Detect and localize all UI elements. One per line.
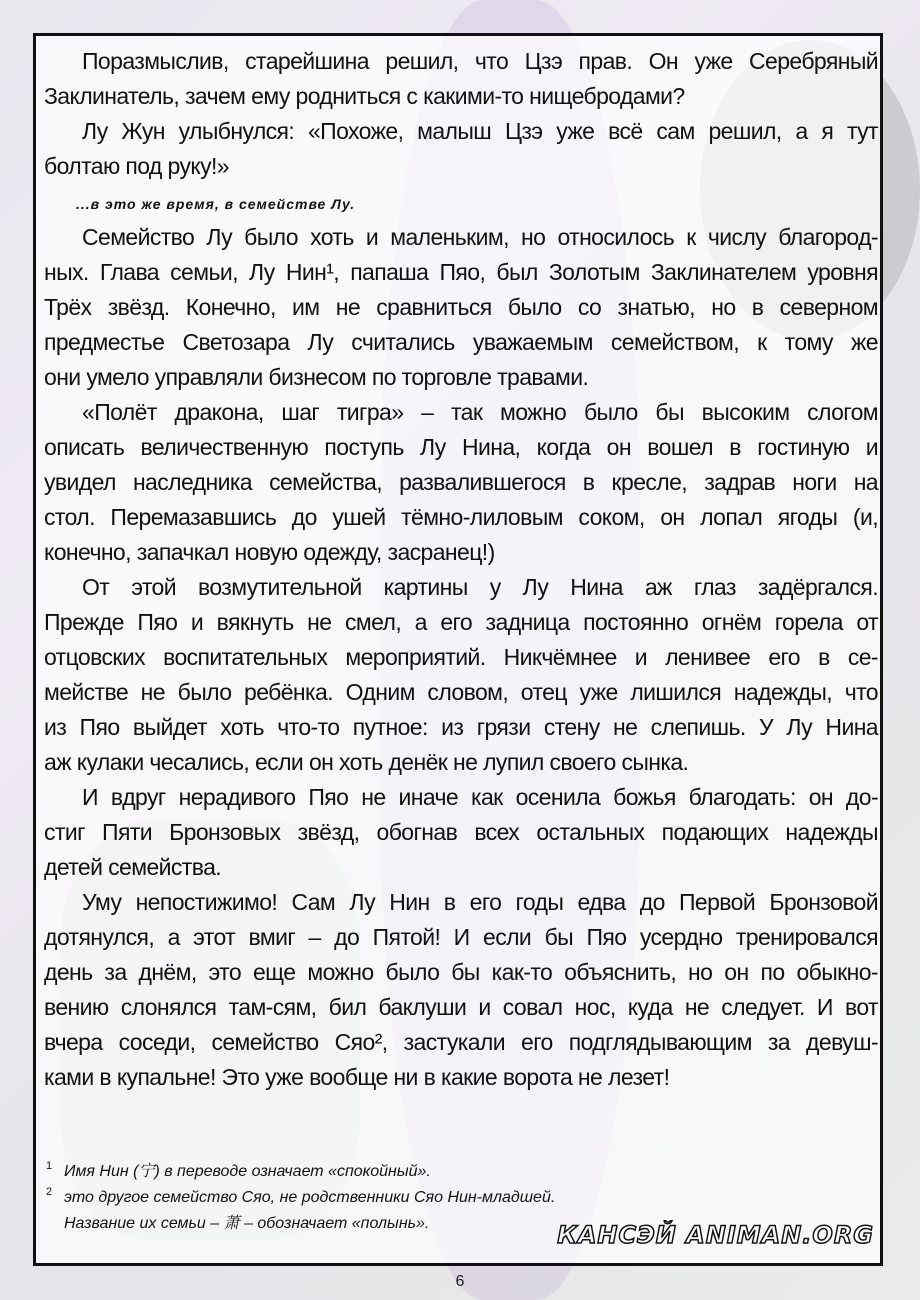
footnote-number <box>46 1205 56 1231</box>
text-line: От этой возмутительной картины у Лу Нина аж глаз задёргался. <box>82 574 878 600</box>
text-line: вению слонялся там-сям, бил баклуши и совал нос, куда не следует. И вот <box>44 994 878 1020</box>
footnote-text: Имя Нин (宁) в переводе означает «спокойный». <box>64 1163 431 1180</box>
page-number: 6 <box>455 1273 465 1290</box>
footnotes <box>46 1159 555 1237</box>
footnote <box>46 1211 555 1237</box>
text-line: конечно, запачкал новую одежду, засранец!) <box>44 539 495 565</box>
text-line: увидел наследника семейства, развалившегося в кресле, задрав ноги на <box>44 469 878 495</box>
text-line: И вдруг нерадивого Пяо не иначе как осенила божья благодать: он до- <box>82 784 878 810</box>
text-line: из Пяо выйдет хоть что-то путное: из грязи стену не слепишь. У Лу Нина <box>44 714 878 740</box>
text-line: Заклинатель, зачем ему родниться с какими-то нищебродами? <box>44 83 685 109</box>
text-line: Поразмыслив, старейшина решил, что Цзэ прав. Он уже Серебряный <box>82 48 878 74</box>
text-line: стиг Пяти Бронзовых звёзд, обогнав всех остальных подающих надежды <box>44 819 878 845</box>
text-line: детей семейства. <box>44 854 222 880</box>
footnote-text: Название их семьи – 萧 – обозначает «полынь». <box>64 1215 430 1232</box>
text-line: Трёх звёзд. Конечно, им не сравниться было со знатью, но в северном <box>44 294 878 320</box>
section-subheading: ...в это же время, в семействе Лу. <box>76 196 356 212</box>
text-line: «Полёт дракона, шаг тигра» – так можно было бы высоким слогом <box>82 399 878 425</box>
text-frame <box>33 33 883 1266</box>
text-line: Семейство Лу было хоть и маленьким, но относилось к числу благород- <box>82 224 878 250</box>
text-line: мействе не было ребёнка. Одним словом, отец уже лишился надежды, что <box>44 679 878 705</box>
text-line: предместье Светозара Лу считались уважаемым семейством, к тому же <box>44 329 878 355</box>
text-line: аж кулаки чесались, если он хоть денёк не лупил своего сынка. <box>44 749 689 775</box>
body-text <box>44 44 878 1095</box>
footnote-number: 1 <box>46 1160 53 1172</box>
text-line: дотянулся, а этот вмиг – до Пятой! И если бы Пяо усердно тренировался <box>44 924 878 950</box>
text-line: они умело управляли бизнесом по торговле травами. <box>44 364 589 390</box>
text-line: ных. Глава семьи, Лу Нин¹, папаша Пяо, был Золотым Заклинателем уровня <box>44 259 878 285</box>
text-line: ками в купальне! Это уже вообще ни в какие ворота не лезет! <box>44 1064 670 1090</box>
text-line: отцовских воспитательных мероприятий. Никчёмнее и ленивее его в се- <box>44 644 878 670</box>
footnote-text: это другое семейство Сяо, не родственники Сяо Нин-младшей. <box>64 1189 556 1206</box>
text-line: Уму непостижимо! Сам Лу Нин в его годы едва до Первой Бронзовой <box>82 889 878 915</box>
text-line: Прежде Пяо и вякнуть не смел, а его задница постоянно огнём горела от <box>44 609 878 635</box>
text-line: вчера соседи, семейство Сяо², застукали его подглядывающим за девуш- <box>44 1029 878 1055</box>
footnote <box>46 1159 555 1185</box>
text-line: стол. Перемазавшись до ушей тёмно-лиловым соком, он лопал ягоды (и, <box>44 504 878 530</box>
footnote <box>46 1185 555 1211</box>
text-line: день за днём, это еще можно было бы как-то объяснить, но он по обыкно- <box>44 959 878 985</box>
text-line: болтаю под руку!» <box>44 153 229 179</box>
watermark: КАНСЭЙ ANIMAN.ORG <box>557 1221 874 1249</box>
text-line: Лу Жун улыбнулся: «Похоже, малыш Цзэ уже всё сам решил, а я тут <box>82 118 878 144</box>
footnote-number: 2 <box>46 1186 53 1198</box>
text-line: описать величественную поступь Лу Нина, когда он вошел в гостиную и <box>44 434 878 460</box>
